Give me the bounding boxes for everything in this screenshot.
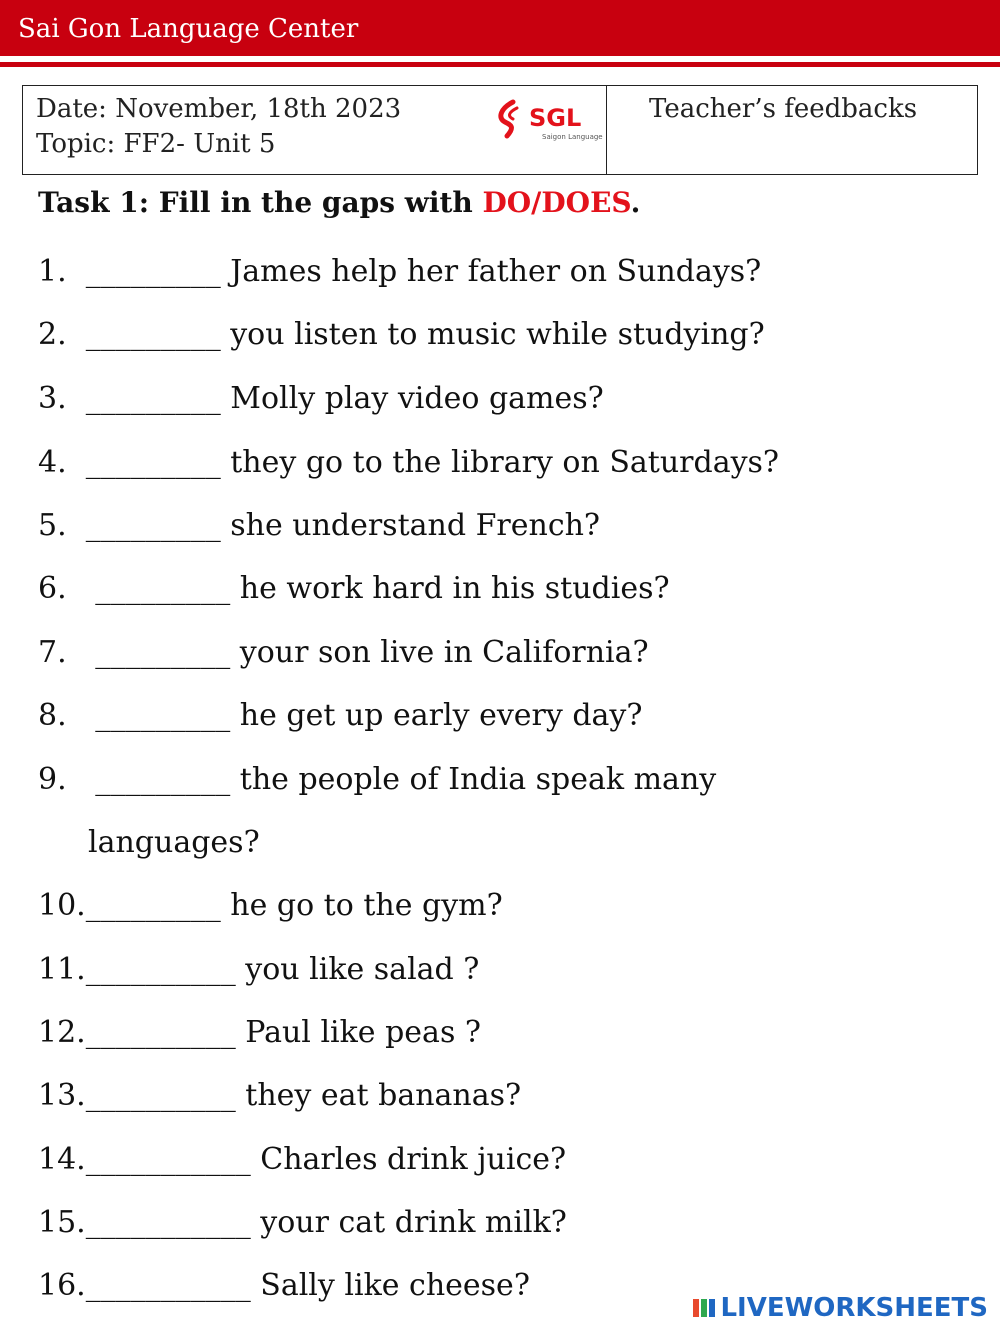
question-number: 2. [38, 317, 67, 352]
answer-blank[interactable]: _________ [66, 698, 240, 733]
question-item [38, 445, 779, 481]
question-text: they go to the library on Saturdays? [230, 445, 780, 480]
header-divider [0, 62, 1000, 67]
question-number: 6. [38, 571, 67, 606]
question-text: Paul like peas ? [245, 1015, 481, 1050]
question-item [38, 635, 649, 671]
question-number: 8. [38, 698, 67, 733]
question-item [38, 1268, 530, 1304]
answer-blank[interactable]: ___________ [85, 1268, 261, 1303]
question-item [38, 381, 604, 417]
sgl-logo-icon [493, 96, 605, 144]
question-text: your son live in California? [239, 635, 649, 670]
question-number: 10. [38, 888, 86, 923]
question-number: 16. [38, 1268, 86, 1303]
question-text: he get up early every day? [239, 698, 643, 733]
task-title [38, 186, 640, 219]
question-item [38, 254, 761, 290]
question-text: Molly play video games? [230, 381, 604, 416]
liveworksheets-watermark [692, 1291, 988, 1325]
task-suffix: . [630, 186, 641, 219]
question-item [38, 1078, 521, 1114]
question-text: you listen to music while studying? [230, 317, 765, 352]
question-item [38, 952, 479, 988]
question-text: your cat drink milk? [260, 1205, 567, 1240]
info-cell-right [607, 86, 977, 174]
answer-blank[interactable]: __________ [85, 1015, 246, 1050]
question-text: she understand French? [230, 508, 601, 543]
question-text: Charles drink juice? [260, 1142, 567, 1177]
question-text: James help her father on Sundays? [230, 254, 762, 289]
question-item [38, 508, 600, 544]
question-item [38, 317, 765, 353]
question-item [38, 762, 716, 798]
question-text: you like salad ? [245, 952, 480, 987]
question-text: he go to the gym? [230, 888, 503, 923]
answer-blank[interactable]: __________ [85, 1078, 246, 1113]
question-text: they eat bananas? [245, 1078, 522, 1113]
question-number: 11. [38, 952, 86, 987]
question-number: 9. [38, 762, 67, 797]
question-text: Sally like cheese? [260, 1268, 530, 1303]
question-item [38, 1205, 567, 1241]
worksheet-topic: Topic: FF2- Unit 5 [36, 129, 276, 159]
teacher-feedback-label: Teacher’s feedbacks [649, 94, 918, 124]
question-text: he work hard in his studies? [239, 571, 670, 606]
logo-subtitle: Saigon Language [542, 133, 603, 141]
question-number: 15. [38, 1205, 86, 1240]
center-name: Sai Gon Language Center [18, 14, 359, 44]
question-item [38, 888, 503, 924]
question-number: 5. [38, 508, 67, 543]
question-9-continuation: languages? [88, 825, 260, 860]
task-prefix: Task 1: Fill in the gaps with [38, 186, 483, 219]
task-highlight: DO/DOES [482, 186, 631, 219]
question-item [38, 571, 670, 607]
question-number: 3. [38, 381, 67, 416]
question-item [38, 698, 642, 734]
question-text: the people of India speak many [239, 762, 717, 797]
answer-blank[interactable]: ___________ [85, 1205, 261, 1240]
answer-blank[interactable]: ___________ [85, 1142, 261, 1177]
liveworksheets-logo-icon [692, 1296, 716, 1320]
answer-blank[interactable]: _________ [66, 571, 240, 606]
header-bar [0, 0, 1000, 56]
answer-blank[interactable]: _________ [85, 888, 231, 923]
answer-blank[interactable]: _________ [66, 635, 240, 670]
logo-mark: SGL [529, 104, 582, 132]
question-item [38, 1142, 566, 1178]
answer-blank[interactable]: _________ [66, 762, 240, 797]
question-number: 1. [38, 254, 67, 289]
answer-blank[interactable]: _________ [66, 508, 231, 543]
watermark-text: LIVEWORKSHEETS [720, 1293, 988, 1323]
info-cell-left [23, 86, 607, 174]
answer-blank[interactable]: _________ [66, 381, 231, 416]
answer-blank[interactable]: _________ [66, 317, 231, 352]
info-table [22, 85, 978, 175]
answer-blank[interactable]: __________ [85, 952, 246, 987]
question-number: 12. [38, 1015, 86, 1050]
worksheet-date: Date: November, 18th 2023 [36, 94, 402, 124]
question-item [38, 1015, 481, 1051]
question-number: 7. [38, 635, 67, 670]
answer-blank[interactable]: _________ [66, 254, 231, 289]
question-number: 13. [38, 1078, 86, 1113]
answer-blank[interactable]: _________ [66, 445, 231, 480]
question-number: 4. [38, 445, 67, 480]
question-number: 14. [38, 1142, 86, 1177]
